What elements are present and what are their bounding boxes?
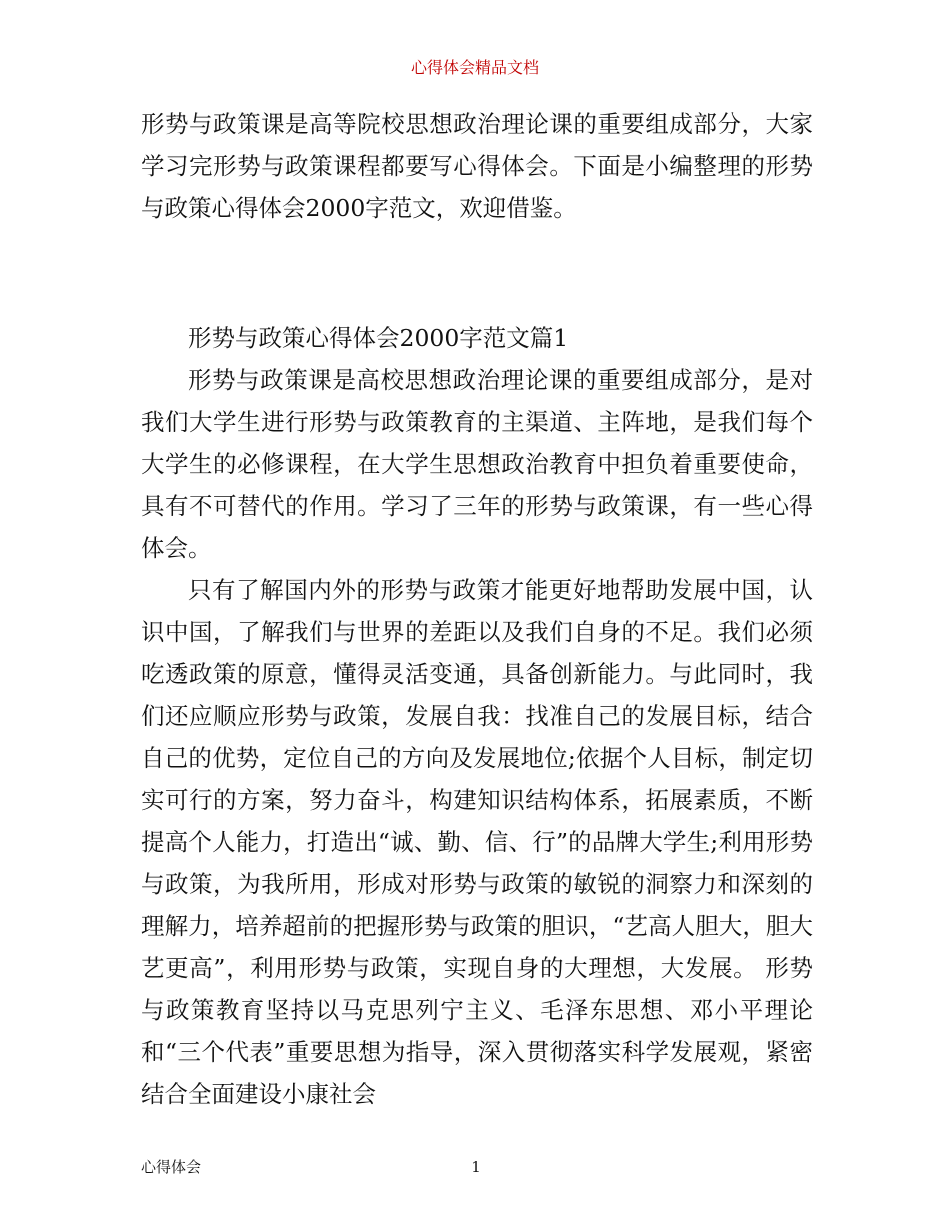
page-header: 心得体会精品文档 <box>410 58 539 77</box>
section-heading: 形势与政策心得体会2000字范文篇1 <box>188 324 569 352</box>
page-footer-label: 心得体会 <box>141 1158 202 1176</box>
body-paragraph: 只有了解国内外的形势与政策才能更好地帮助发展中国，认识中国，了解我们与世界的差距以及我们自身的不足。我们必须吃透政策的原意，懂得灵活变通，具备创新能力。与此同时，我们还应顺应形势与政策，发展自我：找准自己的发展目标，结合自己的优势，定位自己的方向及发展地位;依据个人目标，制定切实可行的方案，努力奋斗，构建知识结构体系，拓展素质，不断提高个人能力，打造出“诚、勤、信、行”的品牌大学生;利用形势与政策，为我所用，形成对形势与政策的敏锐的洞察力和深刻的理解力，培养超前的把握形势与政策的胆识，“艺高人胆大，胆大艺更高”，利用形势与政策，实现自身的大理想，大发展。 形势与政策教育坚持以马克思列宁主义、毛泽东思想、邓小平理论和“三个代表”重要思想为指导，深入贯彻落实科学发展观，紧密结合全面建设小康社会 <box>141 576 813 1108</box>
intro-block <box>141 103 813 229</box>
body-paragraph: 形势与政策课是高校思想政治理论课的重要组成部分，是对我们大学生进行形势与政策教育的主渠道、主阵地，是我们每个大学生的必修课程，在大学生思想政治教育中担负着重要使命，具有不可替代的作用。学习了三年的形势与政策课，有一些心得体会。 <box>141 366 813 562</box>
article-section <box>141 317 813 1115</box>
intro-paragraph: 形势与政策课是高等院校思想政治理论课的重要组成部分，大家学习完形势与政策课程都要写心得体会。下面是小编整理的形势与政策心得体会2000字范文，欢迎借鉴。 <box>141 110 813 222</box>
page-number: 1 <box>471 1158 481 1176</box>
